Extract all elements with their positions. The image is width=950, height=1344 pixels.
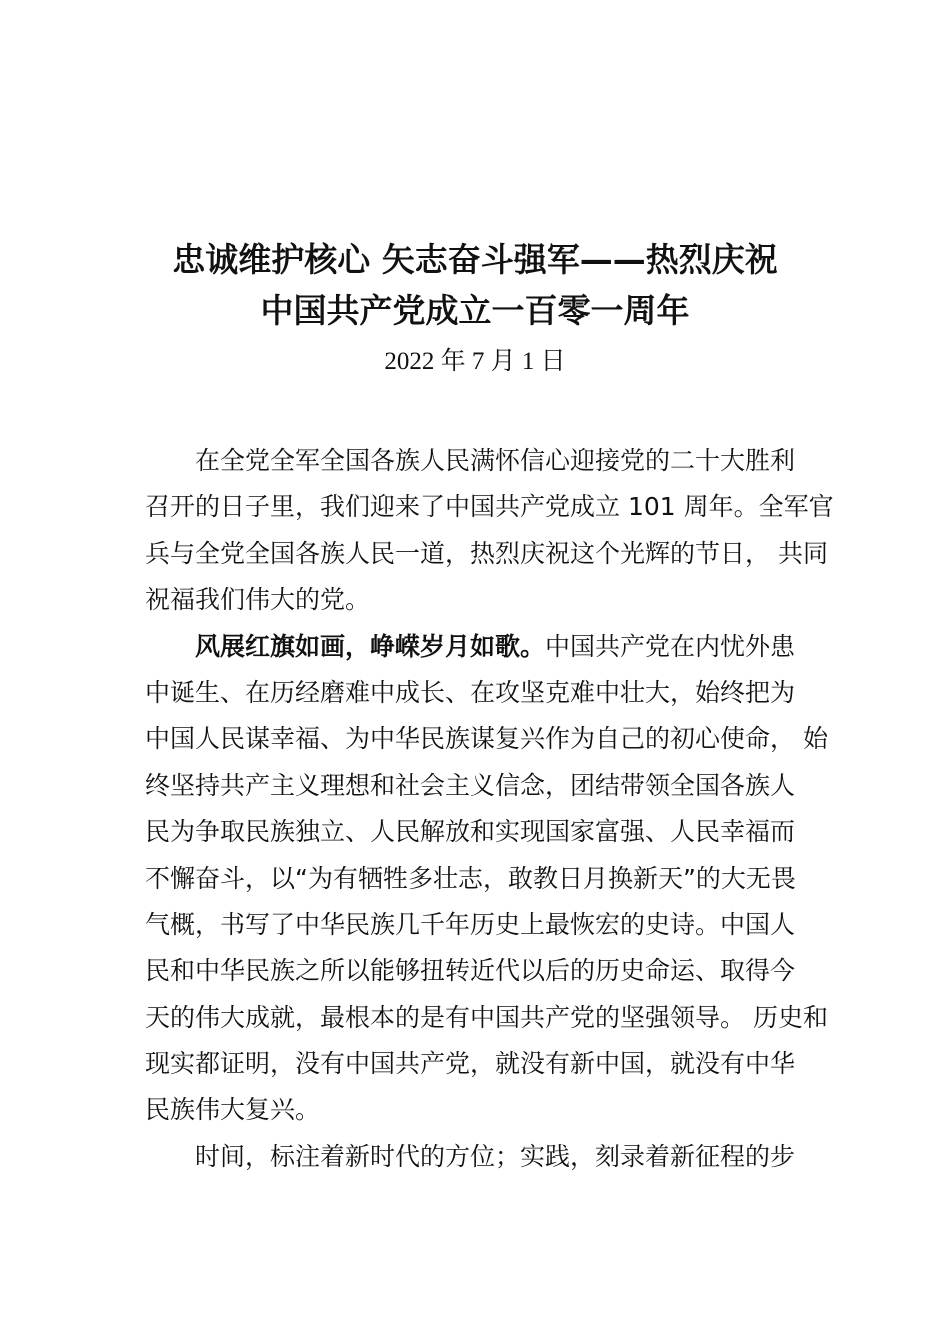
- paragraph-3-line: 时间，标注着新时代的方位；实践，刻录着新征程的步: [195, 1141, 796, 1171]
- document-title-line-2: 中国共产党成立一百零一周年: [260, 291, 690, 330]
- paragraph-1-line: 兵与全党全国各族人民一道，热烈庆祝这个光辉的节日， 共同: [145, 538, 828, 568]
- paragraph-2-lead-sentence: 风展红旗如画，峥嵘岁月如歌。: [195, 631, 546, 661]
- paragraph-2-line: 中国人民谋幸福、为中华民族谋复兴作为自己的初心使命， 始: [145, 724, 828, 754]
- paragraph-2-line: 民为争取民族独立、人民解放和实现国家富强、人民幸福而: [145, 817, 796, 847]
- paragraph-2-line: 现实都证明，没有中国共产党，就没有新中国，就没有中华: [145, 1049, 796, 1079]
- paragraph-2-first-line-rest: 中国共产党在内忧外患: [545, 631, 796, 661]
- paragraph-2-line: 中诞生、在历经磨难中成长、在攻坚克难中壮大，始终把为: [145, 677, 796, 707]
- paragraph-2-line: 天的伟大成就，最根本的是有中国共产党的坚强领导。 历史和: [145, 1002, 828, 1032]
- paragraph-1-line: 祝福我们伟大的党。: [145, 585, 371, 615]
- document-title-line-1: 忠诚维护核心 矢志奋斗强军——热烈庆祝: [172, 240, 778, 279]
- paragraph-1-line: 在全党全军全国各族人民满怀信心迎接党的二十大胜利: [195, 446, 796, 475]
- paragraph-2-line: 终坚持共产主义理想和社会主义信念，团结带领全国各族人: [145, 770, 796, 800]
- document-body: [145, 438, 835, 1180]
- paragraph-2-line: 民族伟大复兴。: [145, 1095, 321, 1125]
- paragraph-2-first-line: [145, 624, 835, 670]
- paragraph-2-line: 民和中华民族之所以能够扭转近代以后的历史命运、取得今: [145, 956, 796, 986]
- paragraph-2-line: 气概，书写了中华民族几千年历史上最恢宏的史诗。中国人: [145, 909, 796, 939]
- paragraph-2-line: 不懈奋斗，以“为有牺牲多壮志，敢教日月换新天”的大无畏: [145, 863, 796, 893]
- document-date: 2022 年 7 月 1 日: [384, 348, 566, 375]
- paragraph-1-line: 召开的日子里，我们迎来了中国共产党成立 101 周年。全军官: [145, 492, 834, 522]
